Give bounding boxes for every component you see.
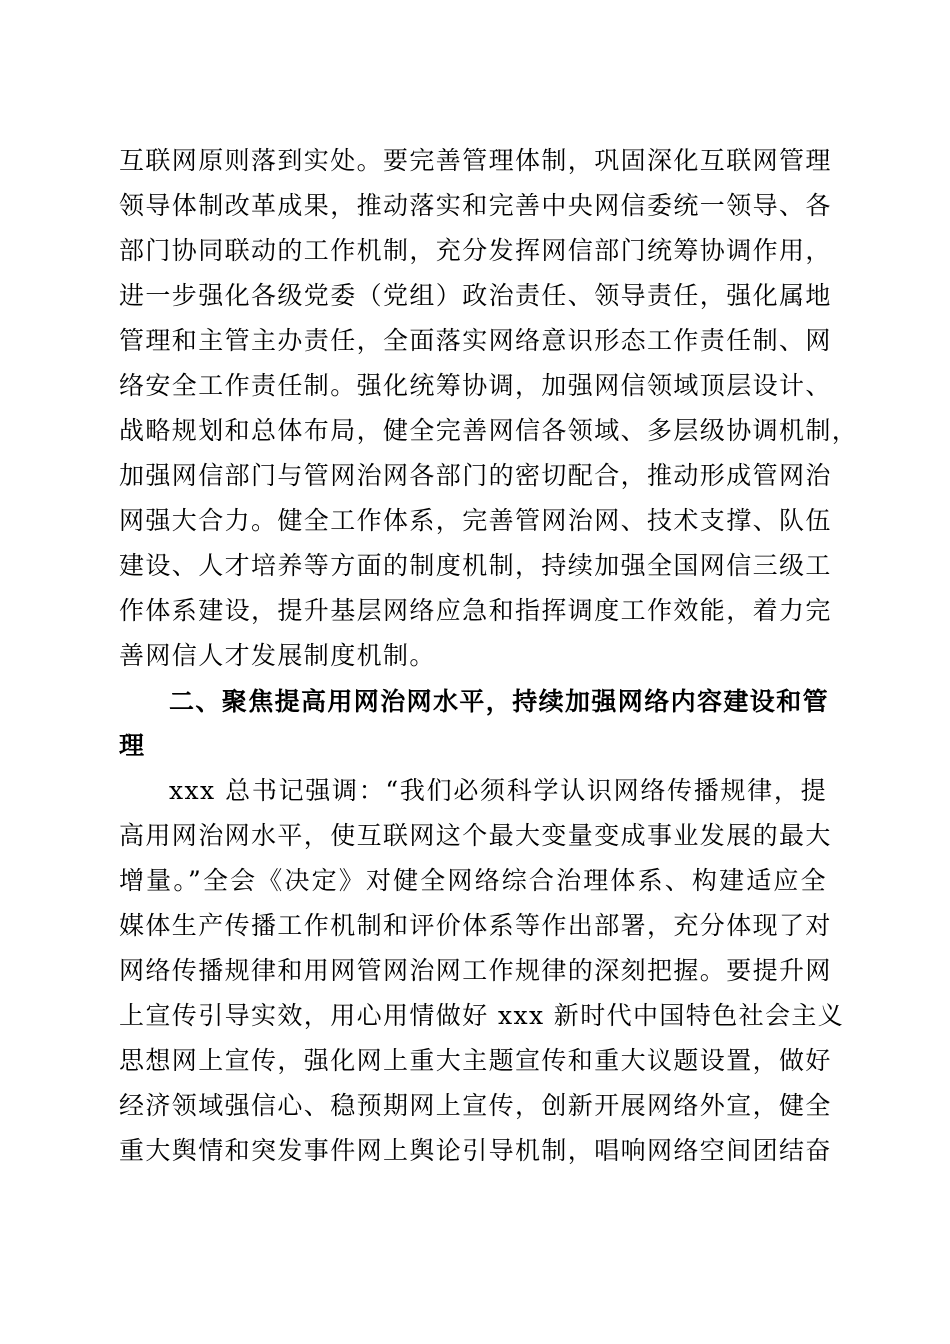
paragraph-line: 战略规划和总体布局，健全完善网信各领域、多层级协调机制，	[119, 416, 859, 445]
paragraph-line: 作体系建设，提升基层网络应急和指挥调度工作效能，着力完	[119, 596, 832, 625]
paragraph-line: 网强大合力。健全工作体系，完善管网治网、技术支撑、队伍	[119, 506, 832, 535]
paragraph-line: 思想网上宣传，强化网上重大主题宣传和重大议题设置，做好	[119, 1046, 832, 1075]
section-heading: 二、聚焦提高用网治网水平，持续加强网络内容建设和管	[169, 687, 830, 716]
paragraph-line: 高用网治网水平，使互联网这个最大变量变成事业发展的最大	[119, 821, 832, 850]
paragraph-line: 上宣传引导实效，用心用情做好 xxx 新时代中国特色社会主义	[119, 1001, 845, 1030]
paragraph-line: 领导体制改革成果，推动落实和完善中央网信委统一领导、各	[119, 191, 832, 220]
section-heading: 理	[119, 731, 146, 760]
paragraph-line: 络安全工作责任制。强化统筹协调，加强网信领域顶层设计、	[119, 371, 832, 400]
paragraph-line: 增量。”全会《决定》对健全网络综合治理体系、构建适应全	[119, 866, 827, 895]
paragraph-line: 互联网原则落到实处。要完善管理体制，巩固深化互联网管理	[119, 146, 832, 175]
paragraph-line: 经济领域强信心、稳预期网上宣传，创新开展网络外宣，健全	[119, 1091, 832, 1120]
paragraph-line: 媒体生产传播工作机制和评价体系等作出部署，充分体现了对	[119, 911, 832, 940]
paragraph-line: 加强网信部门与管网治网各部门的密切配合，推动形成管网治	[119, 461, 832, 490]
paragraph-line: 重大舆情和突发事件网上舆论引导机制，唱响网络空间团结奋	[119, 1136, 832, 1165]
paragraph-line: 善网信人才发展制度机制。	[119, 641, 436, 670]
paragraph-line: 网络传播规律和用网管网治网工作规律的深刻把握。要提升网	[119, 956, 832, 985]
paragraph-line: 管理和主管主办责任，全面落实网络意识形态工作责任制、网	[119, 326, 832, 355]
paragraph-line: 建设、人才培养等方面的制度机制，持续加强全国网信三级工	[119, 551, 832, 580]
paragraph-line: 进一步强化各级党委（党组）政治责任、领导责任，强化属地	[119, 281, 832, 310]
paragraph-line: 部门协同联动的工作机制，充分发挥网信部门统筹协调作用，	[119, 236, 832, 265]
paragraph-line: xxx 总书记强调：“我们必须科学认识网络传播规律，提	[169, 776, 827, 805]
